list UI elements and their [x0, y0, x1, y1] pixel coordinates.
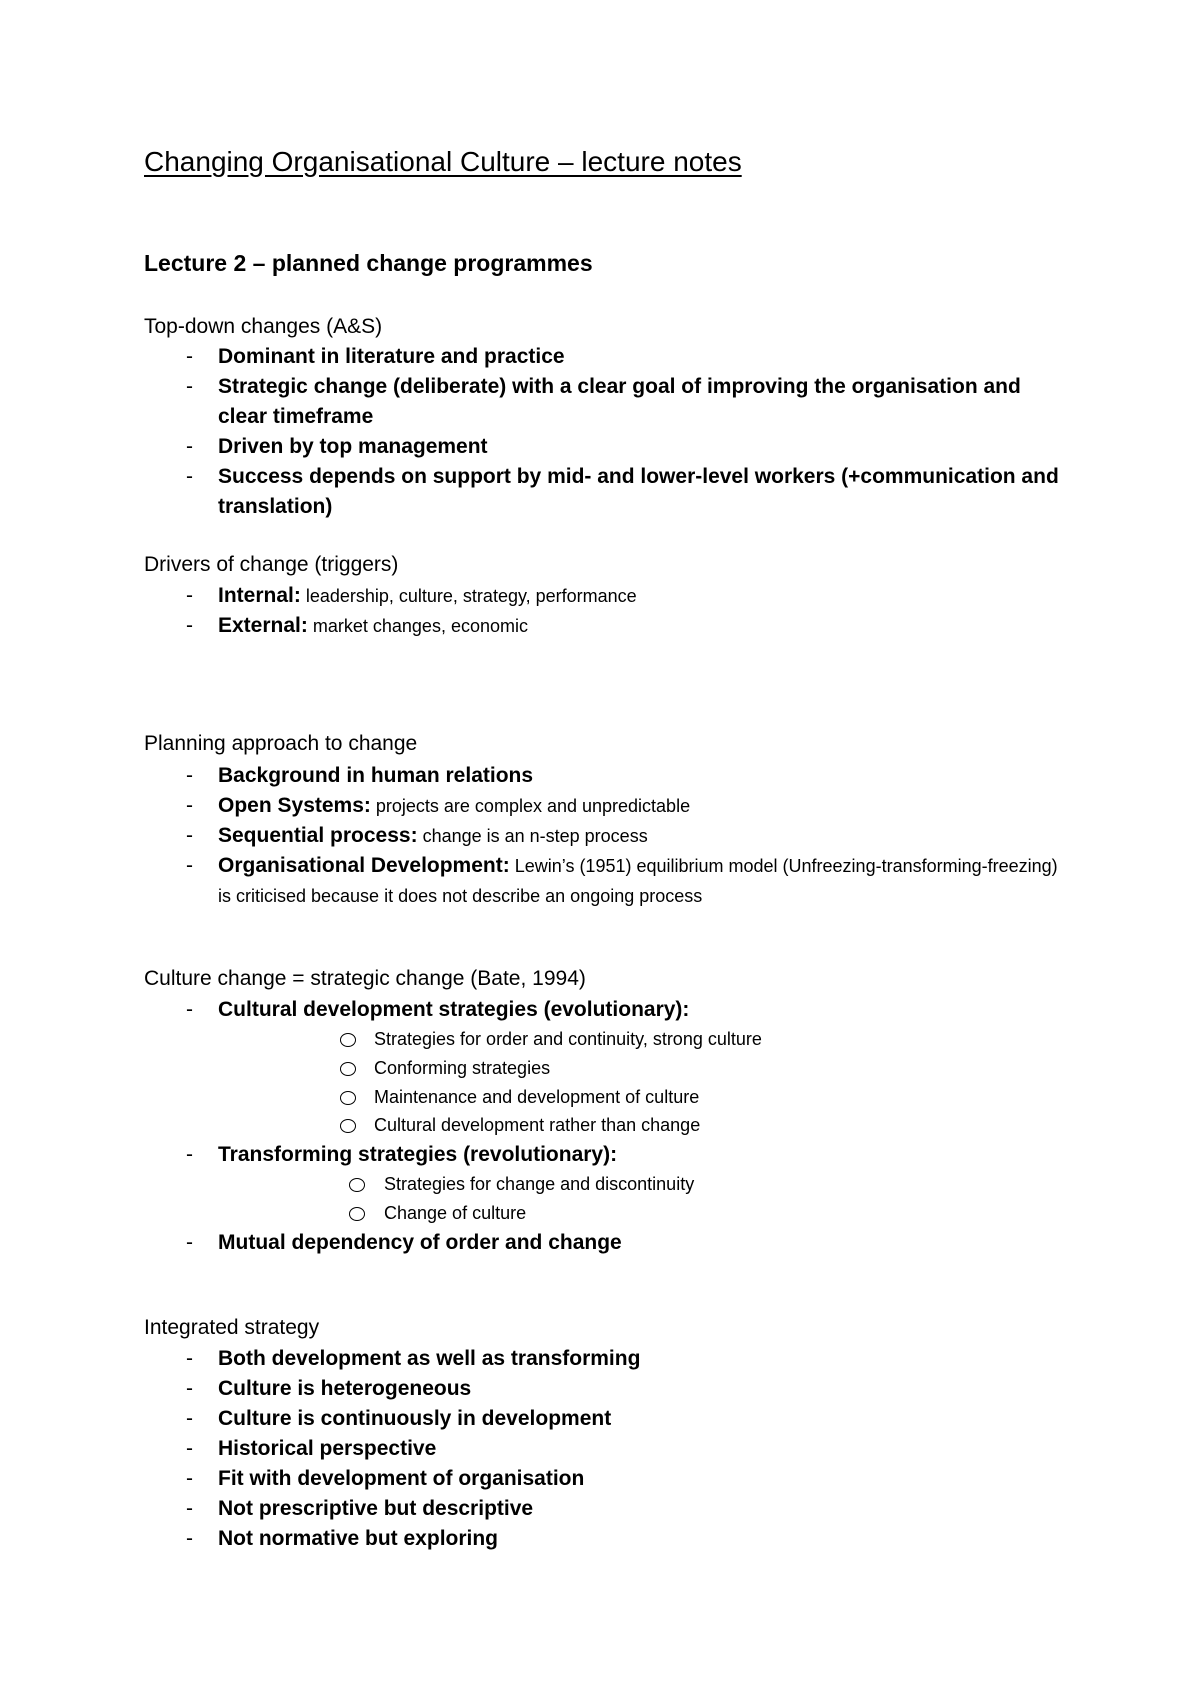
item-text: Fit with development of organisation: [218, 1467, 585, 1490]
document-title: Changing Organisational Culture – lecture notes: [144, 146, 742, 177]
bullet-dash: -: [186, 375, 193, 398]
sub-item-text: Maintenance and development of culture: [374, 1087, 700, 1107]
item-label: Cultural development strategies (evolutionary):: [218, 998, 690, 1021]
circle-bullet-icon: [340, 1119, 356, 1133]
bullet-dash: -: [186, 465, 193, 488]
item-label: Internal:: [218, 584, 301, 607]
sub-item-text: Cultural development rather than change: [374, 1115, 701, 1135]
item-detail: Lewin’s (1951) equilibrium model (Unfreezing-transforming-freezing) is criticised because it does not describe an ongoing process: [218, 856, 1058, 906]
item-text: Not prescriptive but descriptive: [218, 1497, 534, 1520]
item-label: Open Systems:: [218, 794, 371, 817]
bullet-dash: -: [186, 794, 193, 817]
item-text: Culture is heterogeneous: [218, 1377, 472, 1400]
bullet-dash: -: [186, 764, 193, 787]
item-text: Dominant in literature and practice: [218, 345, 565, 368]
circle-bullet-icon: [349, 1207, 365, 1221]
bullet-dash: -: [186, 1527, 193, 1550]
item-detail: projects are complex and unpredictable: [370, 796, 691, 816]
circle-bullet-icon: [349, 1178, 365, 1192]
bullet-dash: -: [186, 998, 193, 1021]
sub-item-text: Strategies for change and discontinuity: [384, 1174, 695, 1194]
item-text: Both development as well as transforming: [218, 1347, 641, 1370]
section-heading-integrated: Integrated strategy: [144, 1316, 320, 1339]
item-text: Driven by top management: [218, 435, 488, 458]
circle-bullet-icon: [340, 1033, 356, 1047]
sub-item-text: Strategies for order and continuity, strong culture: [374, 1029, 762, 1049]
bullet-dash: -: [186, 824, 193, 847]
item-label: External:: [218, 614, 308, 637]
bullet-dash: -: [186, 1467, 193, 1490]
bullet-dash: -: [186, 854, 193, 877]
item-label: Organisational Development:: [218, 854, 510, 877]
item-text: Not normative but exploring: [218, 1527, 499, 1550]
item-label: Transforming strategies (revolutionary):: [218, 1143, 618, 1166]
lecture-heading: Lecture 2 – planned change programmes: [144, 250, 593, 276]
bullet-dash: -: [186, 614, 193, 637]
bullet-dash: -: [186, 435, 193, 458]
bullet-dash: -: [186, 1143, 193, 1166]
item-label: Sequential process:: [218, 824, 418, 847]
section-heading-drivers: Drivers of change (triggers): [144, 553, 399, 576]
circle-bullet-icon: [340, 1062, 356, 1076]
bullet-dash: -: [186, 584, 193, 607]
item-detail: market changes, economic: [307, 616, 528, 636]
item-text: Success depends on support by mid- and lower-level workers (+communication and translation): [218, 465, 1059, 518]
item-text: Strategic change (deliberate) with a clear goal of improving the organisation and clear timeframe: [218, 375, 1021, 428]
bullet-dash: -: [186, 1407, 193, 1430]
item-label: Mutual dependency of order and change: [218, 1231, 622, 1254]
item-text: Culture is continuously in development: [218, 1407, 612, 1430]
sub-item-text: Change of culture: [384, 1203, 527, 1223]
bullet-dash: -: [186, 1231, 193, 1254]
item-detail: change is an n-step process: [417, 826, 648, 846]
section-heading-planning: Planning approach to change: [144, 732, 418, 755]
circle-bullet-icon: [340, 1091, 356, 1105]
bullet-dash: -: [186, 1497, 193, 1520]
item-label: Background in human relations: [218, 764, 534, 787]
sub-item-text: Conforming strategies: [374, 1058, 551, 1078]
bullet-dash: -: [186, 1347, 193, 1370]
bullet-dash: -: [186, 1377, 193, 1400]
bullet-dash: -: [186, 1437, 193, 1460]
section-heading-top-down: Top-down changes (A&S): [144, 315, 383, 338]
item-detail: leadership, culture, strategy, performance: [300, 586, 637, 606]
bullet-dash: -: [186, 345, 193, 368]
item-text: Historical perspective: [218, 1437, 437, 1460]
section-heading-culture-change: Culture change = strategic change (Bate, 1994): [144, 967, 586, 990]
